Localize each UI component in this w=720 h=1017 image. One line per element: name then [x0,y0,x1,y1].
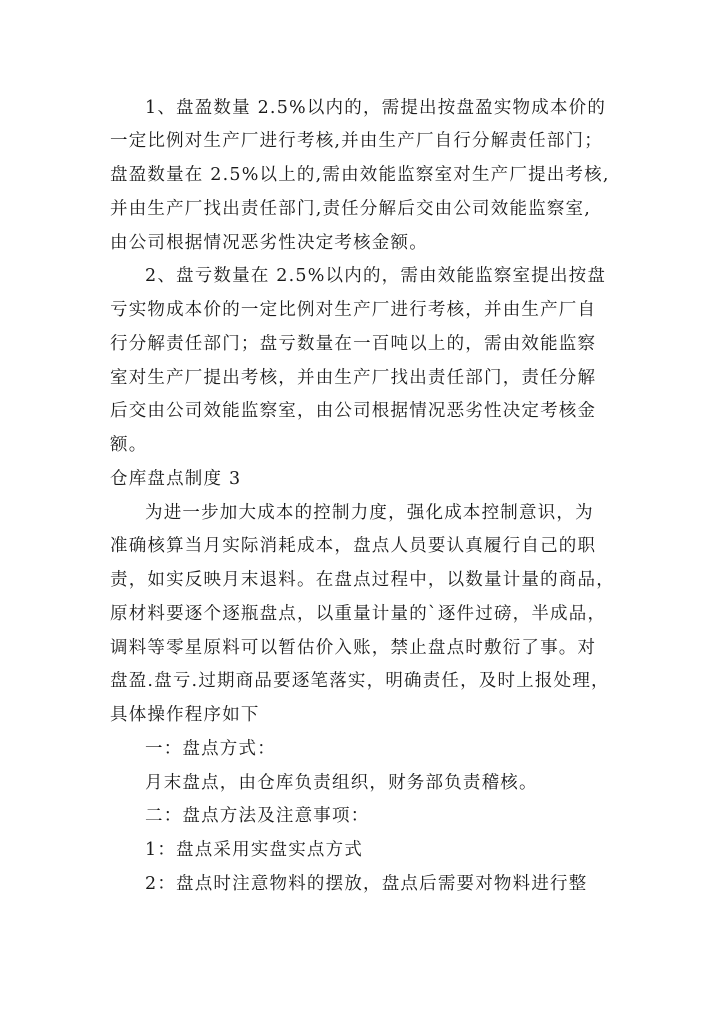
paragraph-line: 具体操作程序如下 [110,705,260,725]
paragraph-line: 行分解责任部门；盘亏数量在一百吨以上的，需由效能监察 [110,334,597,354]
paragraph-line: 一定比例对生产厂进行考核,并由生产厂自行分解责任部门； [110,131,603,151]
paragraph-line: 月末盘点，由仓库负责组织，财务部负责稽核。 [145,773,538,793]
list-heading: 一：盘点方式： [145,739,276,759]
paragraph-line: 亏实物成本价的一定比例对生产厂进行考核，并由生产厂自 [110,300,597,320]
paragraph-line: 盘盈数量在 2.5%以上的,需由效能监察室对生产厂提出考核, [110,165,610,185]
paragraph-line: 调料等零星原料可以暂估价入账，禁止盘点时敷衍了事。对 [110,638,597,658]
paragraph-line: 并由生产厂找出责任部门,责任分解后交由公司效能监察室, [110,199,592,219]
paragraph-line: 2、盘亏数量在 2.5%以内的，需由效能监察室提出按盘 [145,266,607,286]
paragraph-line: 额。 [110,435,148,455]
list-heading: 二：盘点方法及注意事项： [145,806,370,826]
paragraph-line: 1、盘盈数量 2.5%以内的，需提出按盘盈实物成本价的 [145,98,607,118]
paragraph-line: 为进一步加大成本的控制力度，强化成本控制意识，为 [145,503,594,523]
paragraph-line: 后交由公司效能监察室，由公司根据情况恶劣性决定考核金 [110,401,597,421]
paragraph-line: 盘盈.盘亏.过期商品要逐笔落实，明确责任，及时上报处理， [110,671,610,691]
list-item: 1：盘点采用实盘实点方式 [145,840,364,860]
paragraph-line: 原材料要逐个逐瓶盘点，以重量计量的`逐件过磅，半成品， [110,604,607,624]
paragraph-line: 准确核算当月实际消耗成本，盘点人员要认真履行自己的职 [110,536,597,556]
section-heading: 仓库盘点制度 3 [110,469,242,489]
paragraph-line: 室对生产厂提出考核，并由生产厂找出责任部门，责任分解 [110,368,597,388]
list-item: 2：盘点时注意物料的摆放，盘点后需要对物料进行整 [145,874,588,894]
paragraph-line: 责，如实反映月末退料。在盘点过程中，以数量计量的商品， [110,570,615,590]
paragraph-line: 由公司根据情况恶劣性决定考核金额。 [110,233,428,253]
